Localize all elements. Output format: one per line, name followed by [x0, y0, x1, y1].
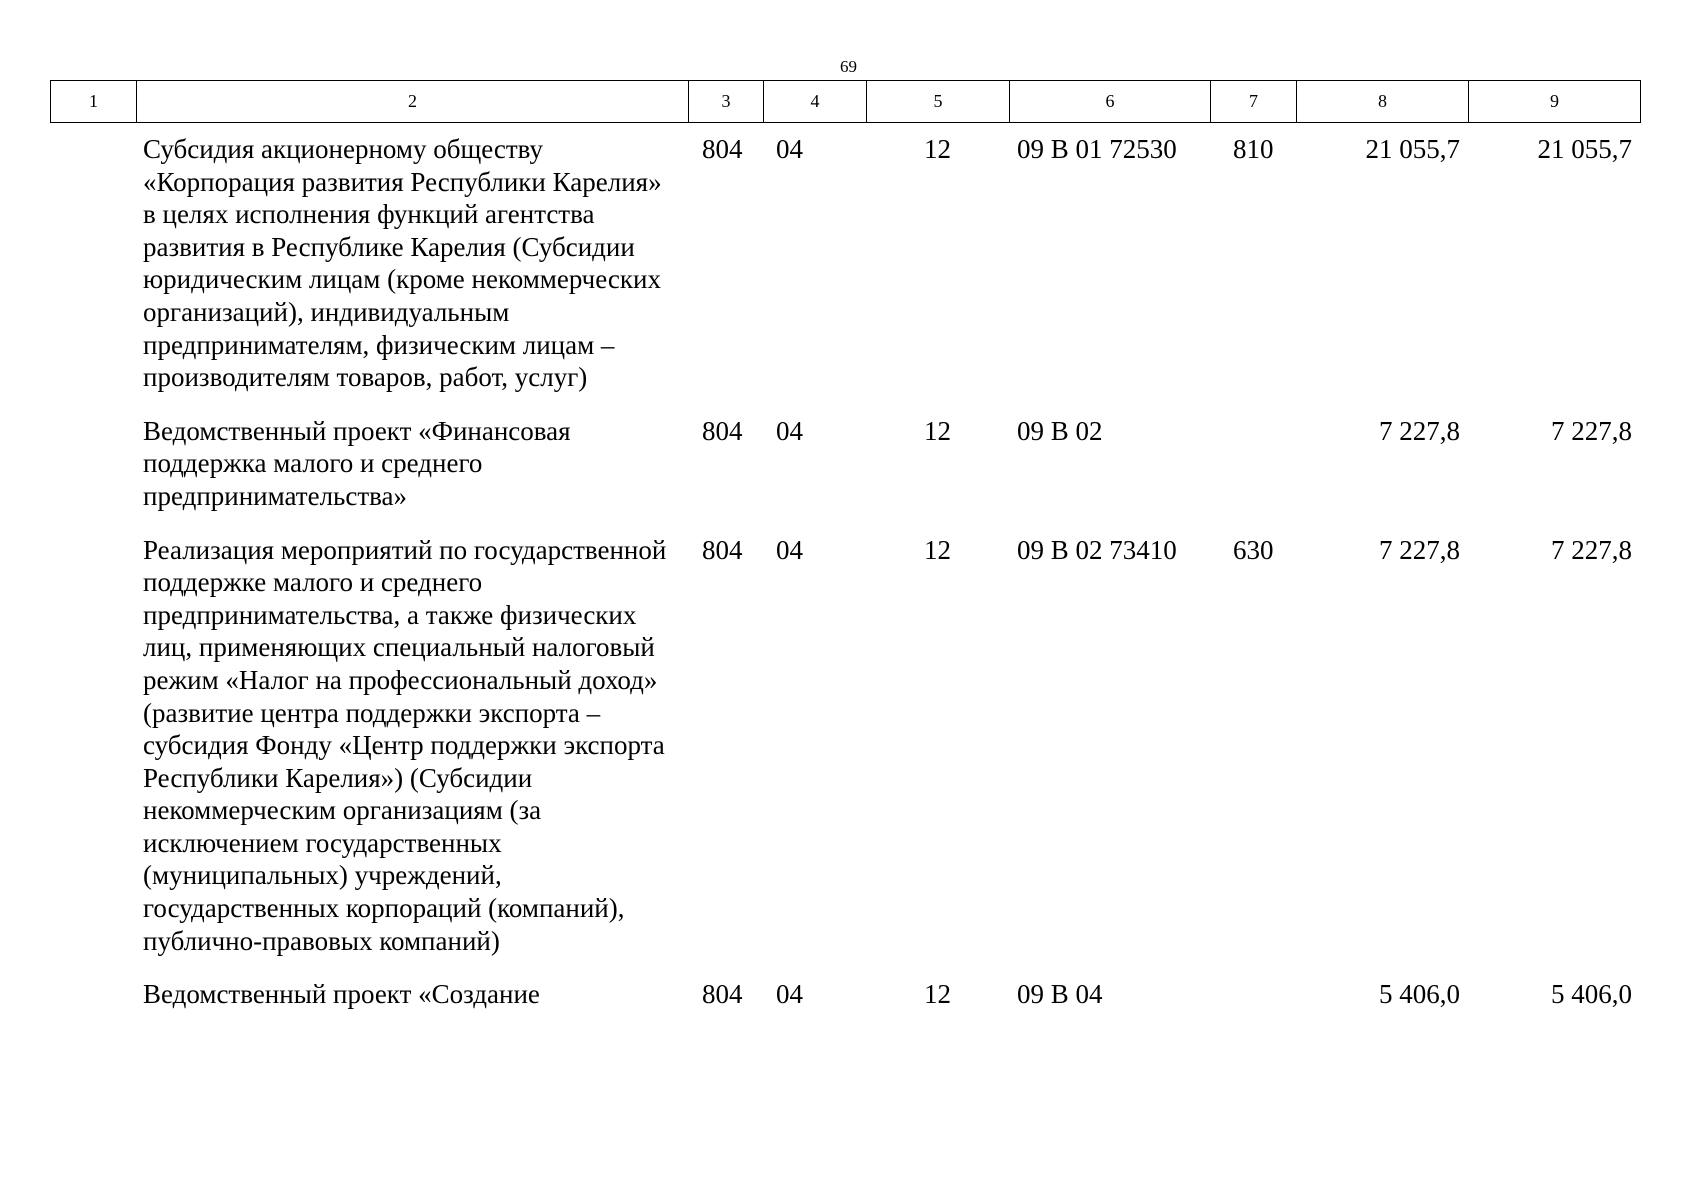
row-amount-8: 21 055,7: [1365, 134, 1460, 164]
table-row: [50, 415, 1640, 534]
row-code-7: 810: [1233, 134, 1274, 164]
header-row: [51, 81, 1641, 123]
row-code-5: 12: [924, 534, 951, 565]
column-header-9: 9: [1469, 81, 1641, 123]
column-header-1: 1: [51, 81, 137, 123]
column-header-6: 6: [1010, 81, 1211, 123]
row-code-6: 09 В 04: [1017, 979, 1103, 1010]
column-header-5: 5: [867, 81, 1010, 123]
table-header: [50, 80, 1641, 123]
row-code-4: 04: [776, 979, 803, 1010]
page-number: 69: [840, 57, 857, 76]
column-header-3: 3: [689, 81, 764, 123]
row-code-3: 804: [702, 134, 743, 164]
row-name: Реализация мероприятий по государственной поддержке малого и среднего предпринимательства, а также физических лиц, применяющих специальный налоговый режим «Налог на профессиональный доход» (развитие центра поддержки экспорта – субсидия Фонду «Центр поддержки экспорта Республики Карелия») (Субсидии некоммерческим организациям (за исключением государственных (муниципальных) учреждений, государственных корпораций (компаний), публично-правовых компаний): [143, 534, 667, 956]
table-row: [50, 978, 1640, 1032]
table-body: [50, 133, 1640, 1032]
row-name: Ведомственный проект «Финансовая поддержка малого и среднего предпринимательства»: [143, 415, 571, 511]
row-amount-9: 5 406,0: [1551, 979, 1632, 1010]
row-code-7: 630: [1233, 534, 1274, 565]
row-name: Субсидия акционерному обществу «Корпорация развития Республики Карелия» в целях исполнения функций агентства развития в Республике Карелия (Субсидии юридическим лицам (кроме некоммерческих организаций), индивидуальным предпринимателям, физическим лицам – производителям товаров, работ, услуг): [143, 134, 662, 393]
row-code-3: 804: [702, 979, 743, 1010]
row-code-5: 12: [924, 979, 951, 1010]
row-code-4: 04: [776, 134, 803, 164]
row-amount-9: 7 227,8: [1551, 415, 1632, 446]
column-header-7: 7: [1211, 81, 1297, 123]
row-code-7: [1210, 415, 1296, 534]
table-row: [50, 534, 1640, 979]
row-code-6: 09 В 02 73410: [1017, 534, 1177, 565]
row-name: Ведомственный проект «Создание: [143, 979, 540, 1010]
column-header-8: 8: [1297, 81, 1469, 123]
row-code-6: 09 В 01 72530: [1017, 134, 1177, 164]
row-amount-8: 5 406,0: [1379, 979, 1460, 1010]
row-code-3: 804: [702, 534, 743, 565]
row-amount-8: 7 227,8: [1379, 534, 1460, 565]
row-amount-9: 7 227,8: [1551, 534, 1632, 565]
row-amount-9: 21 055,7: [1537, 134, 1632, 164]
row-code-4: 04: [776, 534, 803, 565]
row-code-5: 12: [924, 134, 951, 164]
row-code-4: 04: [776, 415, 803, 446]
row-code-7: [1210, 978, 1296, 1032]
column-header-2: 2: [137, 81, 689, 123]
column-header-4: 4: [764, 81, 867, 123]
row-code-3: 804: [702, 415, 743, 446]
row-code-6: 09 В 02: [1017, 415, 1103, 446]
row-code-5: 12: [924, 415, 951, 446]
row-amount-8: 7 227,8: [1379, 415, 1460, 446]
table-row: [50, 133, 1640, 415]
